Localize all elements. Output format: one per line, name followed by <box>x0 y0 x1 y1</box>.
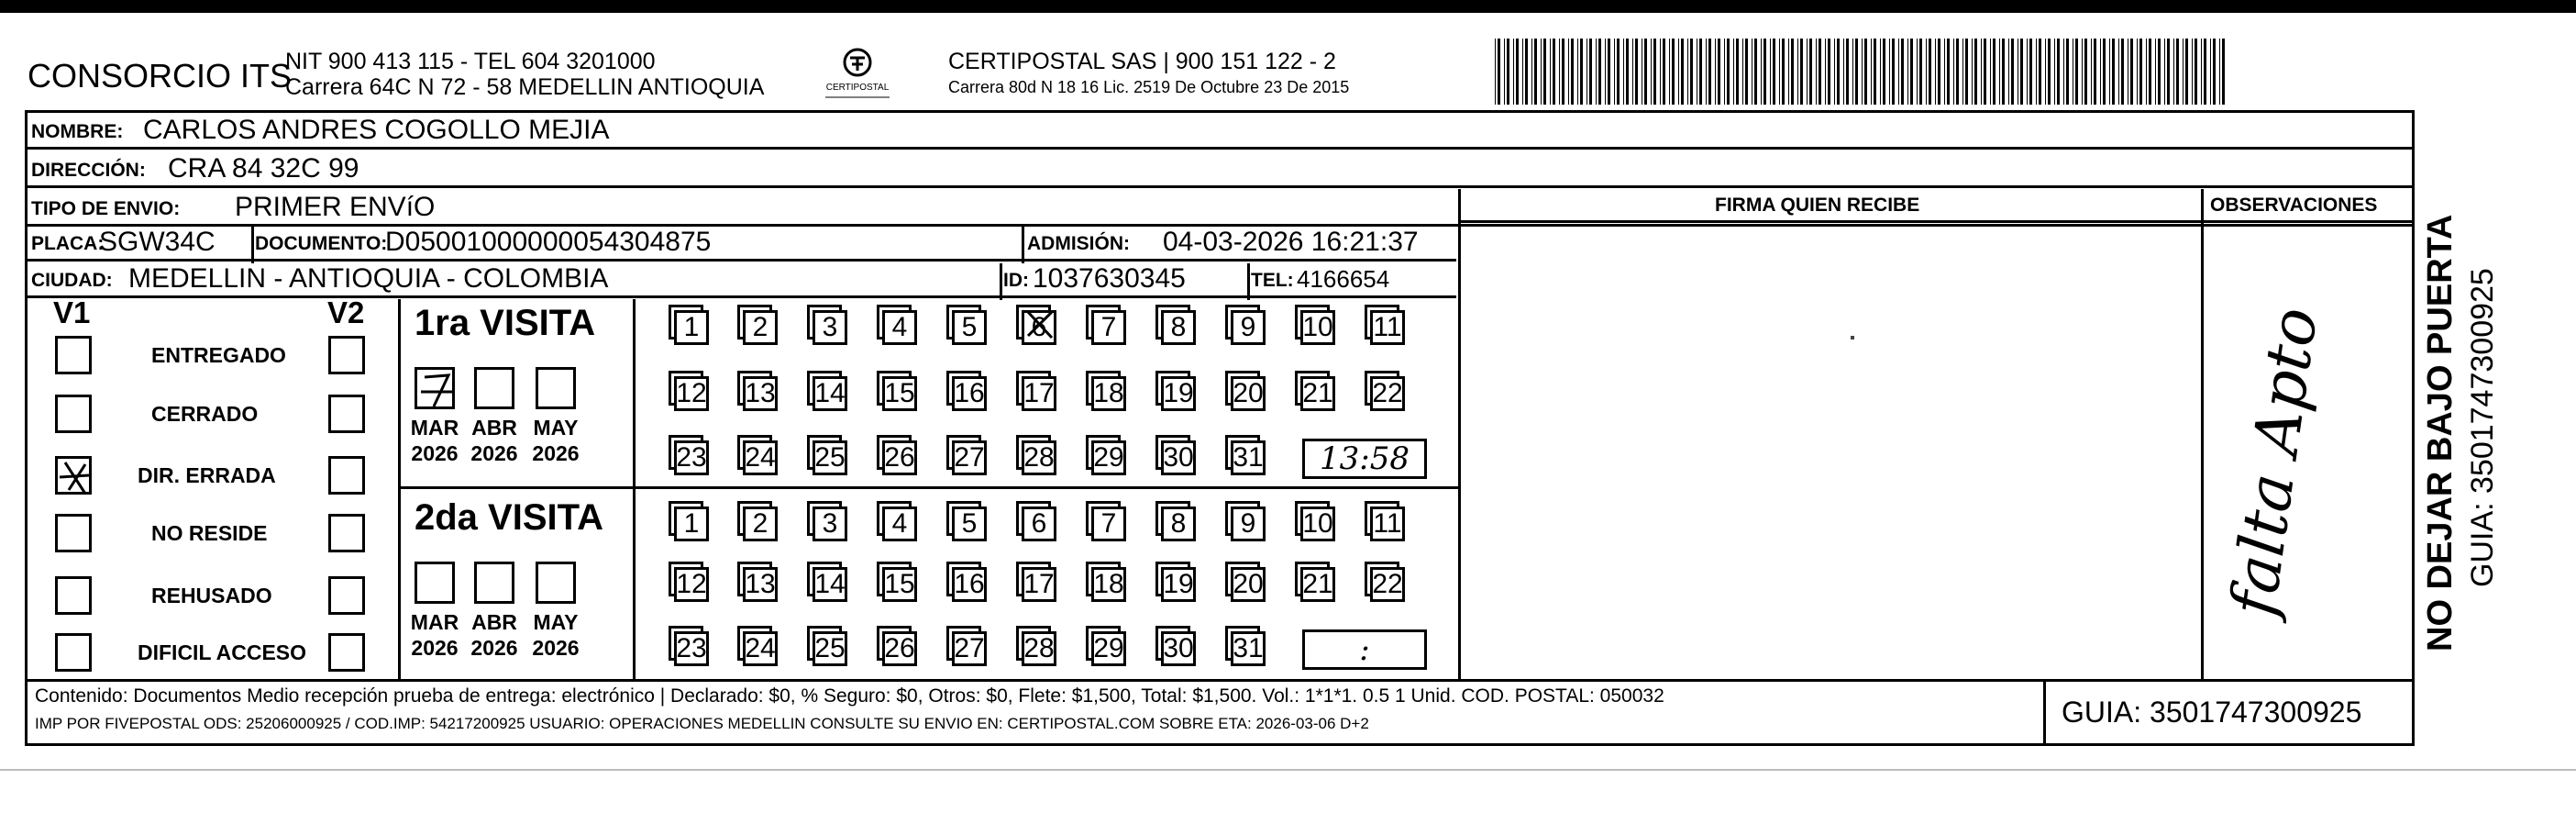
first-visit-title: 1ra VISITA <box>415 303 596 343</box>
day-box[interactable]: 9 <box>1231 507 1266 541</box>
day-box[interactable]: 14 <box>813 376 847 411</box>
month-label: ABR <box>471 610 517 634</box>
v2-checkbox[interactable] <box>328 395 365 433</box>
year-label: 2026 <box>532 441 580 465</box>
month-label: MAY <box>533 610 579 634</box>
day-box[interactable]: 2 <box>743 507 778 541</box>
divider-status <box>398 299 401 679</box>
day-box[interactable]: 12 <box>674 567 709 602</box>
contenido-line: Contenido: Documentos Medio recepción prueba de entrega: electrónico | Declarado: $0, % Seguro: $0, Otros: $0, Flete: $1,500, Total: $1,500. Vol.: 1*1*1. 0.5 1 Unid. COD. POSTAL: 050032 <box>35 685 1664 707</box>
day-box[interactable]: 22 <box>1370 376 1405 411</box>
v1-label: V1 <box>53 295 91 329</box>
day-box[interactable]: 1 <box>674 507 709 541</box>
placa-value: SGW34C <box>99 227 216 257</box>
day-box[interactable]: 5 <box>952 507 987 541</box>
divider-tel <box>1247 263 1250 300</box>
day-box[interactable]: 24 <box>743 440 778 475</box>
divider-placa <box>251 227 254 263</box>
day-box[interactable]: 13 <box>743 376 778 411</box>
day-box[interactable]: 8 <box>1161 507 1196 541</box>
month-label: MAR <box>410 610 459 634</box>
day-box[interactable]: 10 <box>1300 310 1335 345</box>
day-box[interactable]: 21 <box>1300 376 1335 411</box>
imp-line: IMP POR FIVEPOSTAL ODS: 25206000925 / COD.IMP: 54217200925 USUARIO: OPERACIONES MEDELLIN CONSULTE SU ENVIO EN: CERTIPOSTAL.COM SOBRE ETA: 2026-03-06 D+2 <box>35 715 1369 732</box>
year-label: 2026 <box>411 441 459 465</box>
day-box[interactable]: 3 <box>813 310 847 345</box>
month-checkbox[interactable] <box>536 367 576 409</box>
license-line: Carrera 80d N 18 16 Lic. 2519 De Octubre 23 De 2015 <box>948 78 1350 96</box>
day-box[interactable]: 15 <box>882 567 917 602</box>
status-label: DIR. ERRADA <box>138 463 276 487</box>
year-label: 2026 <box>411 636 459 660</box>
day-box[interactable]: 5 <box>952 310 987 345</box>
v1-checkbox[interactable] <box>55 395 92 433</box>
day-box[interactable]: 16 <box>952 567 987 602</box>
day-box[interactable]: 6 <box>1022 507 1056 541</box>
v2-checkbox[interactable] <box>328 456 365 495</box>
barcode <box>1495 39 2228 105</box>
v2-checkbox[interactable] <box>328 633 365 672</box>
row-ciudad <box>26 261 1456 298</box>
top-edge-bar <box>0 0 2576 13</box>
status-label: REHUSADO <box>151 584 272 607</box>
month-checkbox[interactable] <box>415 367 455 409</box>
day-box[interactable]: 4 <box>882 310 917 345</box>
month-checkbox[interactable] <box>474 367 514 409</box>
nit-line: NIT 900 413 115 - TEL 604 3201000 <box>285 49 656 74</box>
day-box[interactable]: 27 <box>952 440 987 475</box>
day-box[interactable]: 3 <box>813 507 847 541</box>
day-box[interactable]: 20 <box>1231 376 1266 411</box>
visit-time-box[interactable]: 13:58 <box>1302 439 1427 479</box>
company-name: CONSORCIO ITS <box>28 57 293 95</box>
tipo-envio-label: TIPO DE ENVIO: <box>31 198 181 219</box>
status-label: NO RESIDE <box>151 521 268 545</box>
nombre-value: CARLOS ANDRES COGOLLO MEJIA <box>143 115 610 145</box>
day-box[interactable]: 10 <box>1300 507 1335 541</box>
day-box[interactable]: 29 <box>1091 440 1126 475</box>
company-address: Carrera 64C N 72 - 58 MEDELLIN ANTIOQUIA <box>285 74 765 100</box>
tel-value: 4166654 <box>1297 265 1390 293</box>
day-box[interactable]: 27 <box>952 631 987 666</box>
no-dejar-bajo-puerta: NO DEJAR BAJO PUERTA <box>2421 214 2460 651</box>
row-nombre <box>26 112 2414 150</box>
divider-admision <box>1022 227 1024 263</box>
carrier-line: CERTIPOSTAL SAS | 900 151 122 - 2 <box>948 49 1336 74</box>
id-label: ID: <box>1003 270 1029 291</box>
day-box[interactable]: 18 <box>1091 376 1126 411</box>
day-box[interactable]: 20 <box>1231 567 1266 602</box>
bottom-edge-line <box>0 769 2576 771</box>
direccion-value: CRA 84 32C 99 <box>168 153 359 184</box>
v2-label: V2 <box>327 295 365 329</box>
divider-firma-header <box>1458 220 2415 223</box>
divider-id <box>1000 263 1002 300</box>
second-visit-title: 2da VISITA <box>415 497 603 538</box>
day-box[interactable]: 6 <box>1022 310 1056 345</box>
guia-box: GUIA: 3501747300925 <box>2062 696 2362 729</box>
nombre-label: NOMBRE: <box>31 121 124 142</box>
divider-guia <box>2043 681 2046 745</box>
divider-visitas <box>398 486 1458 489</box>
id-value: 1037630345 <box>1033 263 1186 294</box>
month-label: MAY <box>533 416 579 440</box>
side-guia: GUIA: 3501747300925 <box>2465 268 2500 587</box>
day-box[interactable]: 7 <box>1091 310 1126 345</box>
day-box[interactable]: 19 <box>1161 567 1196 602</box>
v1-checkbox[interactable] <box>55 633 92 672</box>
day-box[interactable]: 25 <box>813 440 847 475</box>
svg-text:CERTIPOSTAL: CERTIPOSTAL <box>825 83 890 93</box>
day-box[interactable]: 7 <box>1091 507 1126 541</box>
day-box[interactable]: 17 <box>1022 376 1056 411</box>
day-box[interactable]: 22 <box>1370 567 1405 602</box>
day-box[interactable]: 11 <box>1370 507 1405 541</box>
day-box[interactable]: 23 <box>674 631 709 666</box>
firma-header: FIRMA QUIEN RECIBE <box>1715 195 1920 216</box>
month-checkbox[interactable] <box>536 562 576 604</box>
ciudad-value: MEDELLIN - ANTIOQUIA - COLOMBIA <box>128 263 609 294</box>
day-box[interactable]: 26 <box>882 440 917 475</box>
row-direccion <box>26 150 2414 188</box>
v1-checkbox[interactable] <box>55 514 92 552</box>
day-box[interactable]: 21 <box>1300 567 1335 602</box>
tel-label: TEL: <box>1251 270 1294 291</box>
visit-time-box[interactable]: : <box>1302 629 1427 670</box>
year-label: 2026 <box>470 636 518 660</box>
day-box[interactable]: 23 <box>674 440 709 475</box>
day-box[interactable]: 12 <box>674 376 709 411</box>
placa-label: PLACA: <box>31 233 105 254</box>
day-box[interactable]: 30 <box>1161 631 1196 666</box>
day-box[interactable]: 28 <box>1022 631 1056 666</box>
documento-label: DOCUMENTO: <box>255 233 388 254</box>
v1-checkbox[interactable] <box>55 576 92 615</box>
day-box[interactable]: 2 <box>743 310 778 345</box>
documento-value: D050010000000543048​75 <box>385 227 712 257</box>
day-box[interactable]: 17 <box>1022 567 1056 602</box>
divider-observaciones <box>2201 189 2204 679</box>
status-label: CERRADO <box>151 402 259 426</box>
status-label: ENTREGADO <box>151 343 286 367</box>
day-box[interactable]: 4 <box>882 507 917 541</box>
v2-checkbox[interactable] <box>328 576 365 615</box>
v1-checkbox[interactable] <box>55 336 92 374</box>
day-box[interactable]: 8 <box>1161 310 1196 345</box>
day-box[interactable]: 13 <box>743 567 778 602</box>
month-label: MAR <box>410 416 459 440</box>
day-box[interactable]: 9 <box>1231 310 1266 345</box>
year-label: 2026 <box>532 636 580 660</box>
divider-visita <box>633 299 636 679</box>
admision-value: 04-03-2026 16:21:37 <box>1163 227 1419 257</box>
v2-checkbox[interactable] <box>328 336 365 374</box>
direccion-label: DIRECCIÓN: <box>31 160 146 181</box>
divider-footer <box>26 679 2415 682</box>
day-box[interactable]: 30 <box>1161 440 1196 475</box>
day-box[interactable]: 29 <box>1091 631 1126 666</box>
tipo-envio-value: PRIMER ENVíO <box>235 192 436 222</box>
admision-label: ADMISIÓN: <box>1027 233 1130 254</box>
day-box[interactable]: 11 <box>1370 310 1405 345</box>
v2-checkbox[interactable] <box>328 514 365 552</box>
observaciones-header: OBSERVACIONES <box>2210 195 2378 216</box>
day-box[interactable]: 31 <box>1231 440 1266 475</box>
day-box[interactable]: 18 <box>1091 567 1126 602</box>
day-box[interactable]: 26 <box>882 631 917 666</box>
signature-dot <box>1851 336 1854 340</box>
year-label: 2026 <box>470 441 518 465</box>
month-label: ABR <box>471 416 517 440</box>
day-box[interactable]: 15 <box>882 376 917 411</box>
day-box[interactable]: 25 <box>813 631 847 666</box>
status-label: DIFICIL ACCESO <box>138 640 307 664</box>
day-box[interactable]: 14 <box>813 567 847 602</box>
observaciones-handwriting: falta Apto <box>2217 303 2333 620</box>
day-box[interactable]: 1 <box>674 310 709 345</box>
day-box[interactable]: 24 <box>743 631 778 666</box>
month-checkbox[interactable] <box>474 562 514 604</box>
day-box[interactable]: 31 <box>1231 631 1266 666</box>
day-box[interactable]: 16 <box>952 376 987 411</box>
day-box[interactable]: 28 <box>1022 440 1056 475</box>
divider-firma <box>1458 189 1461 679</box>
day-box[interactable]: 19 <box>1161 376 1196 411</box>
certipostal-logo <box>816 44 899 105</box>
ciudad-label: CIUDAD: <box>31 270 113 291</box>
row-placa <box>26 224 1456 262</box>
month-checkbox[interactable] <box>415 562 455 604</box>
v1-checkbox[interactable] <box>55 456 92 495</box>
